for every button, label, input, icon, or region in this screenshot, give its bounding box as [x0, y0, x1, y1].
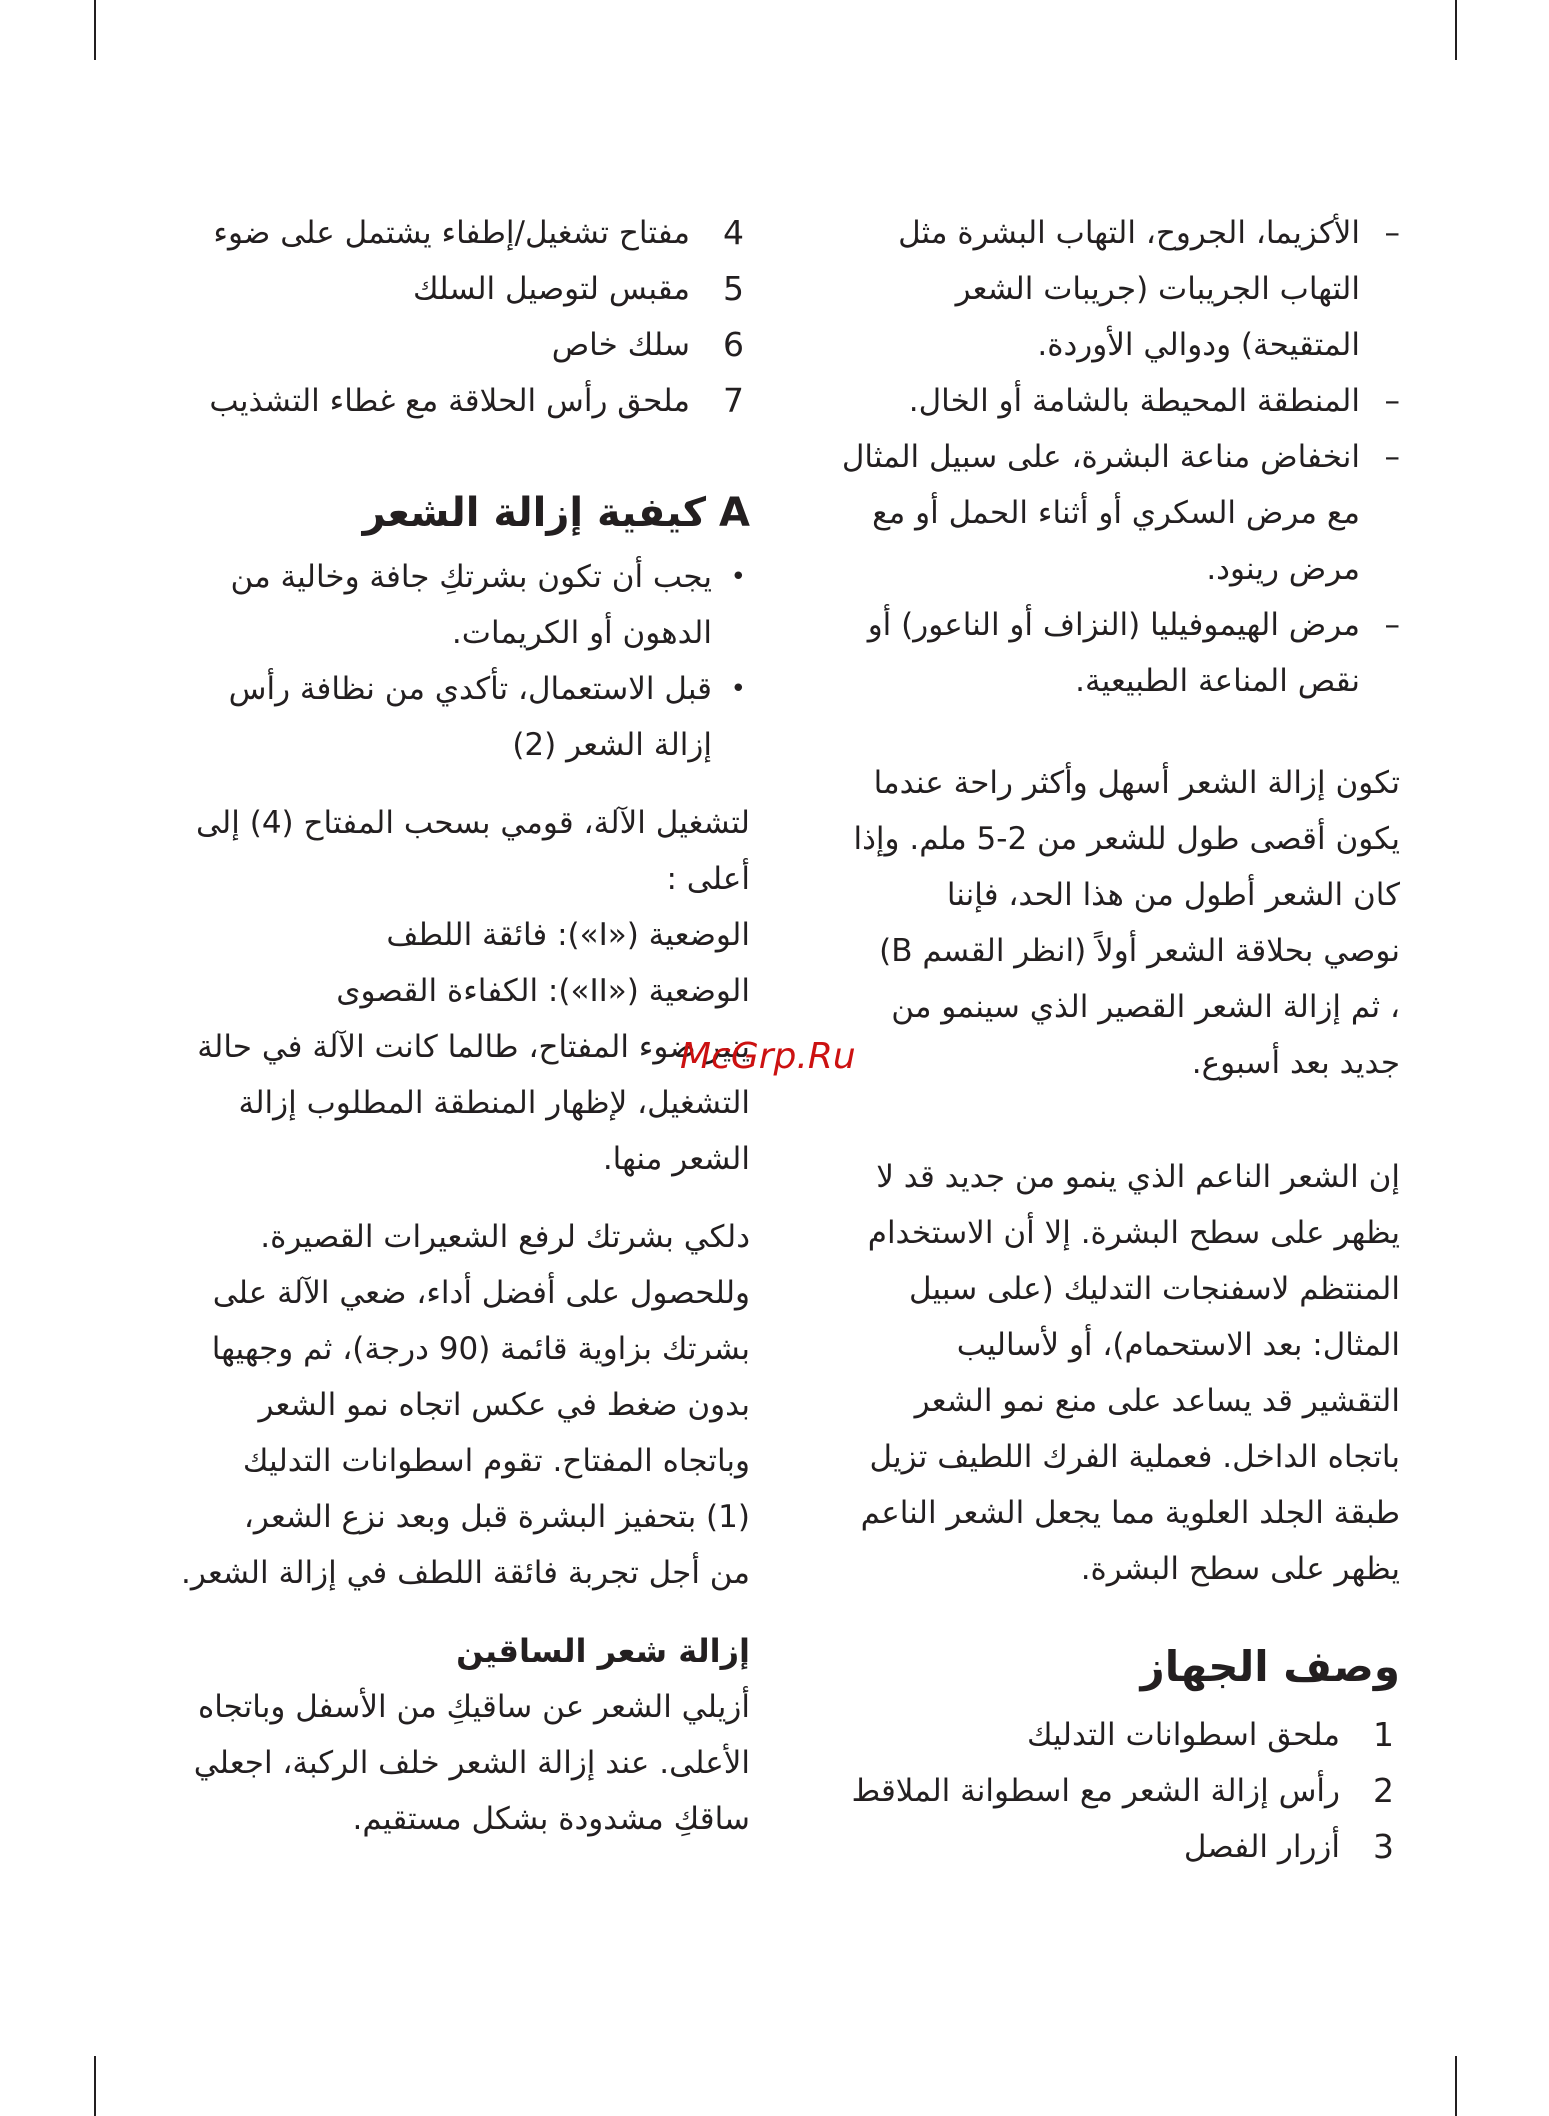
section-letter: A: [719, 490, 750, 536]
text-line: الدهون أو الكريمات.: [451, 615, 712, 651]
text-line: بشرتك بزاوية قائمة (90 درجة)، ثم وجهيها: [211, 1331, 750, 1367]
text-line: كان الشعر أطول من هذا الحد، فإننا: [946, 877, 1400, 913]
dash-marker: –: [1384, 607, 1400, 643]
paragraph-ingrown-hair: [790, 1149, 1400, 1597]
contra-item-2: [790, 373, 1400, 429]
text-line: إزالة الشعر (2): [512, 727, 712, 763]
item-number: 3: [1373, 1827, 1394, 1866]
device-part-7: [150, 373, 750, 429]
device-part-3: [790, 1819, 1400, 1875]
contra-item-1: [790, 205, 1400, 373]
paragraph-massage: [150, 1209, 750, 1601]
text-line: ساقكِ مشدودة بشكل مستقيم.: [352, 1801, 750, 1837]
crop-mark-top-right: [1455, 0, 1457, 60]
crop-mark-bottom-right: [1455, 2056, 1457, 2116]
device-description-heading: وصف الجهاز: [1140, 1642, 1400, 1691]
text-line: إن الشعر الناعم الذي ينمو من جديد قد لا: [876, 1159, 1400, 1195]
text-line: التشغيل، لإظهار المنطقة المطلوب إزالة: [238, 1085, 750, 1121]
text-line: المنطقة المحيطة بالشامة أو الخال.: [908, 383, 1360, 419]
item-text: ملحق رأس الحلاقة مع غطاء التشذيب: [209, 383, 690, 419]
section-title: كيفية إزالة الشعر: [362, 490, 706, 536]
text-line: المتقيحة) ودوالي الأوردة.: [1037, 327, 1360, 363]
text-line: ينير ضوء المفتاح، طالما كانت الآلة في حالة: [197, 1029, 750, 1065]
item-number: 1: [1373, 1715, 1394, 1754]
text-line: التهاب الجريبات (جريبات الشعر: [955, 271, 1360, 307]
item-number: 2: [1373, 1771, 1394, 1810]
text-line: المثال: بعد الاستحمام)، أو لأساليب: [956, 1327, 1400, 1363]
device-parts-list-2: [150, 205, 750, 429]
item-text: أزرار الفصل: [1183, 1829, 1340, 1865]
text-line: مرض الهيموفيليا (النزاف أو الناعور) أو: [867, 607, 1360, 643]
text-line: الأعلى. عند إزالة الشعر خلف الركبة، اجعلي: [193, 1745, 750, 1781]
text-line: وللحصول على أفضل أداء، ضعي الآلة على: [212, 1275, 750, 1311]
dash-marker: –: [1384, 439, 1400, 475]
text-line: طبقة الجلد العلوية مما يجعل الشعر الناعم: [860, 1495, 1400, 1531]
bullet-list: [150, 549, 750, 773]
legs-heading: إزالة شعر الساقين: [456, 1632, 750, 1670]
item-text: مفتاح تشغيل/إطفاء يشتمل على ضوء: [213, 215, 690, 251]
text-line: التقشير قد يساعد على منع نمو الشعر: [914, 1383, 1400, 1419]
right-column: [790, 205, 1400, 1875]
section-a-heading: [150, 477, 750, 549]
item-number: 4: [723, 213, 744, 252]
bullet-marker: •: [730, 562, 746, 592]
text-line: أعلى :: [666, 861, 750, 897]
position-1-text: الوضعية («I»): فائقة اللطف: [386, 917, 750, 953]
item-number: 6: [723, 325, 744, 364]
text-line: يكون أقصى طول للشعر من 2-5 ملم. وإذا: [853, 821, 1400, 857]
text-line: تكون إزالة الشعر أسهل وأكثر راحة عندما: [873, 765, 1400, 801]
bullet-marker: •: [730, 674, 746, 704]
paragraph-legs: [150, 1679, 750, 1847]
paragraph-hair-length: [790, 755, 1400, 1091]
bullet-item-1: [150, 549, 750, 661]
text-line: جديد بعد أسبوع.: [1191, 1045, 1400, 1081]
item-text: سلك خاص: [551, 327, 690, 363]
item-text: ملحق اسطوانات التدليك: [1027, 1717, 1340, 1753]
dash-marker: –: [1384, 383, 1400, 419]
text-line: من أجل تجربة فائقة اللطف في إزالة الشعر.: [180, 1555, 750, 1591]
device-part-5: [150, 261, 750, 317]
text-line: يظهر على سطح البشرة.: [1080, 1551, 1400, 1587]
text-line: ، ثم إزالة الشعر القصير الذي سينمو من: [891, 989, 1400, 1025]
item-number: 5: [723, 269, 744, 308]
text-line: يظهر على سطح البشرة. إلا أن الاستخدام: [867, 1215, 1400, 1251]
item-number: 7: [723, 381, 744, 420]
text-line: انخفاض مناعة البشرة، على سبيل المثال: [841, 439, 1360, 475]
text-line: أزيلي الشعر عن ساقيكِ من الأسفل وباتجاه: [197, 1689, 750, 1725]
text-line: نوصي بحلاقة الشعر أولاً (انظر القسم B): [879, 933, 1400, 969]
device-part-1: [790, 1707, 1400, 1763]
text-line: مرض رينود.: [1206, 551, 1360, 587]
contra-item-4: [790, 597, 1400, 709]
text-line: الشعر منها.: [602, 1141, 750, 1177]
text-line: وباتجاه المفتاح. تقوم اسطوانات التدليك: [242, 1443, 750, 1479]
dash-marker: –: [1384, 215, 1400, 251]
operating-instructions: [150, 795, 750, 1187]
text-line: دلكي بشرتك لرفع الشعيرات القصيرة.: [260, 1219, 750, 1255]
device-part-6: [150, 317, 750, 373]
position-2-text: الوضعية («II»): الكفاءة القصوى: [336, 973, 750, 1009]
text-line: نقص المناعة الطبيعية.: [1075, 663, 1360, 699]
crop-mark-bottom-left: [94, 2056, 96, 2116]
contra-item-3: [790, 429, 1400, 597]
text-line: باتجاه الداخل. فعملية الفرك اللطيف تزيل: [869, 1439, 1400, 1475]
watermark: McGrp.Ru: [680, 1036, 856, 1077]
item-text: رأس إزالة الشعر مع اسطوانة الملاقط: [851, 1773, 1340, 1809]
text-line: يجب أن تكون بشرتكِ جافة وخالية من: [230, 559, 712, 595]
device-part-2: [790, 1763, 1400, 1819]
contraindications-list: [790, 205, 1400, 709]
text-line: قبل الاستعمال، تأكدي من نظافة رأس: [228, 671, 712, 707]
device-part-4: [150, 205, 750, 261]
bullet-item-2: [150, 661, 750, 773]
text-line: المنتظم لاسفنجات التدليك (على سبيل: [909, 1271, 1400, 1307]
item-text: مقبس لتوصيل السلك: [413, 271, 690, 307]
text-line: لتشغيل الآلة، قومي بسحب المفتاح (4) إلى: [195, 805, 750, 841]
text-line: الأكزيما، الجروح، التهاب البشرة مثل: [898, 215, 1360, 251]
text-line: (1) بتحفيز البشرة قبل وبعد نزع الشعر،: [243, 1499, 750, 1535]
crop-mark-top-left: [94, 0, 96, 60]
text-line: مع مرض السكري أو أثناء الحمل أو مع: [872, 495, 1360, 531]
text-line: بدون ضغط في عكس اتجاه نمو الشعر: [258, 1387, 750, 1423]
left-column: [150, 205, 750, 1847]
device-parts-list-1: [790, 1707, 1400, 1875]
